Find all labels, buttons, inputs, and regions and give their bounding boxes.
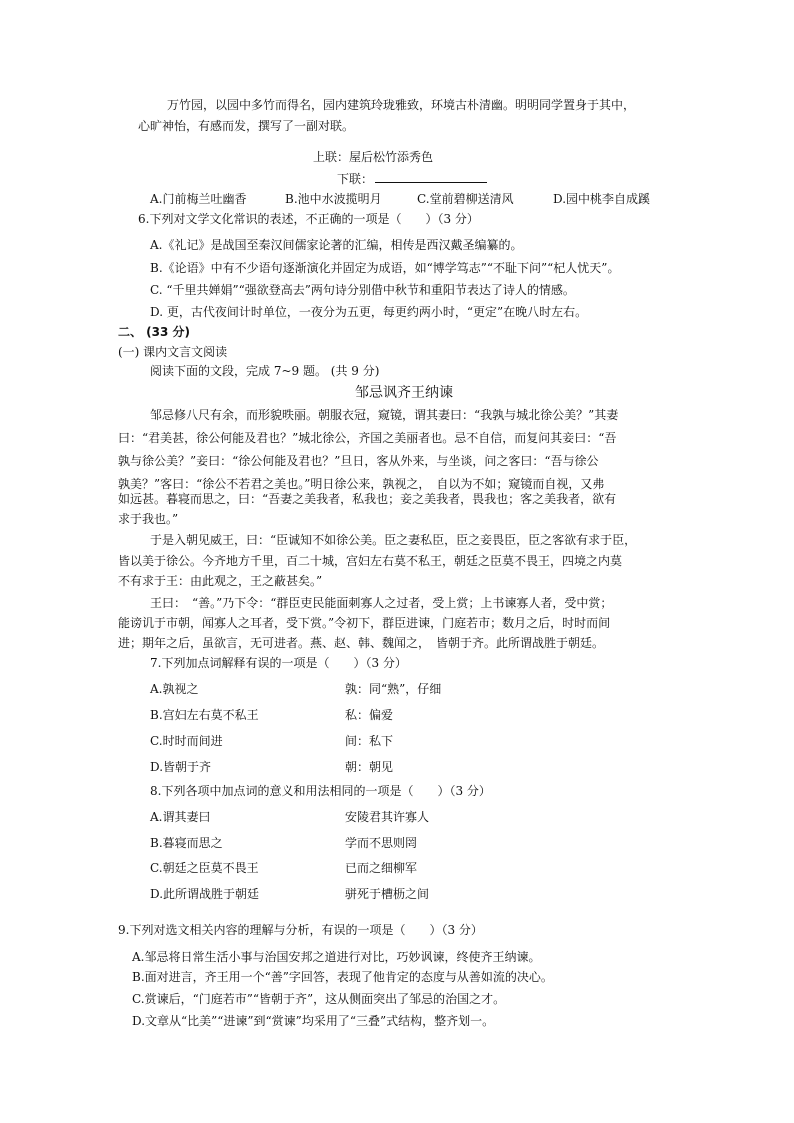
passage-title: 邹忌讽齐王纳谏 [355, 385, 453, 401]
q6-option-b: B.《论语》中有不少语句逐渐演化并固定为成语，如“博学笃志”“不耻下问”“杞人忧天”。 [150, 261, 620, 275]
q9-option-a: A.邹忌将日常生活小事与治国安邦之道进行对比，巧妙讽谏，终使齐王纳谏。 [132, 950, 541, 964]
q7-option-left: C.时时而间进 [150, 734, 223, 748]
q5-option-c: C.堂前碧柳送清风 [417, 192, 514, 206]
q8-option-right: 安陵君其许寡人 [345, 810, 430, 824]
intro-line-2: 心旷神怡，有感而发，撰写了一副对联。 [138, 119, 355, 133]
couplet-upper: 上联：屋后松竹添秀色 [313, 150, 434, 164]
q7-option-right: 朝：朝见 [345, 760, 394, 774]
q9-stem: 9.下列对选文相关内容的理解与分析，有误的一项是（ ）（3 分） [118, 923, 483, 937]
answer-blank [375, 172, 487, 183]
passage-p2-line: 于是入朝见威王，曰：“臣诚知不如徐公美。臣之妻私臣，臣之妾畏臣，臣之客欲有求于臣， [150, 533, 637, 547]
q8-option-left: B.暮寝而思之 [150, 836, 223, 850]
passage-p3-line: 能谤讥于市朝，闻寡人之耳者，受下赏。”令初下，群臣进谏，门庭若市；数月之后，时时而间 [118, 616, 611, 630]
passage-p1-line: 孰与徐公美？”妾曰：“徐公何能及君也？”旦日，客从外来，与坐谈，问之客曰：“吾与徐公 [118, 454, 599, 468]
q6-stem: 6.下列对文学文化常识的表述，不正确的一项是（ ）（3 分） [138, 212, 479, 226]
q5-option-b: B.池中水波揽明月 [285, 192, 382, 206]
q9-option-d: D.文章从“比美”“进谏”到“赏谏”均采用了“三叠”式结构，整齐划一。 [132, 1014, 495, 1028]
passage-p1-line: 求于我也。” [118, 512, 179, 526]
q5-option-d: D.园中桃李自成蹊 [553, 192, 651, 206]
q7-option-right: 间：私下 [345, 734, 394, 748]
q8-option-right: 骈死于槽枥之间 [345, 887, 430, 901]
q8-option-right: 学而不思则罔 [345, 836, 418, 850]
passage-p1-line: 邹忌修八尺有余，而形貌昳丽。朝服衣冠，窥镜，谓其妻曰：“我孰与城北徐公美？”其妻 [150, 408, 619, 422]
q7-option-left: B.宫妇左右莫不私王 [150, 708, 259, 722]
q8-option-left: D.此所谓战胜于朝廷 [150, 887, 260, 901]
q5-option-a: A.门前梅兰吐幽香 [150, 192, 247, 206]
q8-option-left: C.朝廷之臣莫不畏王 [150, 861, 259, 875]
passage-p1-line: 曰：“君美甚，徐公何能及君也？”城北徐公，齐国之美丽者也。忌不自信，而复问其妾曰：“吾 [118, 431, 617, 445]
section-2-heading: 二、 (33 分) [118, 325, 191, 339]
passage-p2-line: 皆以美于徐公。今齐地方千里，百二十城，宫妇左右莫不私王，朝廷之臣莫不畏王，四境之内莫 [118, 554, 623, 568]
q9-option-b: B.面对进言，齐王用一个“善”字回答，表现了他肯定的态度与从善如流的决心。 [132, 970, 553, 984]
passage-p2-line: 不有求于王：由此观之，王之蔽甚矣。” [118, 574, 323, 588]
q9-option-c: C.赏谏后，“门庭若市”“皆朝于齐”，这从侧面突出了邹忌的治国之才。 [132, 992, 506, 1006]
sub-1-heading: (一) 课内文言文阅读 [118, 345, 228, 359]
q8-stem: 8.下列各项中加点词的意义和用法相同的一项是（ ）（3 分） [150, 784, 491, 798]
q7-option-left: A.孰视之 [150, 682, 199, 696]
couplet-lower-label: 下联： [337, 172, 374, 186]
q7-stem: 7.下列加点词解释有误的一项是（ ）（3 分） [150, 656, 407, 670]
q6-option-d: D. 更，古代夜间计时单位，一夜分为五更，每更约两小时，“更定”在晚八时左右。 [150, 305, 588, 319]
q8-option-left: A.谓其妻曰 [150, 810, 211, 824]
q7-option-left: D.皆朝于齐 [150, 760, 212, 774]
passage-p1-line: 如远甚。暮寝而思之，曰：“吾妻之美我者，私我也；妾之美我者，畏我也；客之美我者，欲有 [118, 492, 617, 506]
couplet-lower [337, 172, 487, 185]
q8-option-right: 已而之细柳军 [345, 861, 418, 875]
passage-p3-line: 王曰： “善。”乃下令：“群臣吏民能面刺寡人之过者，受上赏；上书谏寡人者，受中赏； [150, 596, 613, 610]
q6-option-c: C. “千里共婵娟”“强欲登高去”两句诗分别借中秋节和重阳节表达了诗人的情感。 [150, 283, 575, 297]
sub-1-instruction: 阅读下面的文段，完成 7~9 题。 (共 9 分) [150, 364, 380, 378]
intro-line-1: 万竹园，以园中多竹而得名，园内建筑玲珑雅致，环境古朴清幽。明明同学置身于其中， [167, 98, 636, 112]
passage-p3-line: 进；期年之后，虽欲言，无可进者。燕、赵、韩、魏闻之， 皆朝于齐。此所谓战胜于朝廷。 [118, 636, 605, 650]
q7-option-right: 孰：同“熟”，仔细 [345, 682, 442, 696]
q6-option-a: A.《礼记》是战国至秦汉间儒家论著的汇编，相传是西汉戴圣编纂的。 [150, 238, 523, 252]
q7-option-right: 私：偏爱 [345, 708, 394, 722]
passage-p1-line: 孰美？”客曰：“徐公不若君之美也。”明日徐公来，孰视之， 自以为不如；窥镜而自视，又弗 [118, 477, 605, 491]
